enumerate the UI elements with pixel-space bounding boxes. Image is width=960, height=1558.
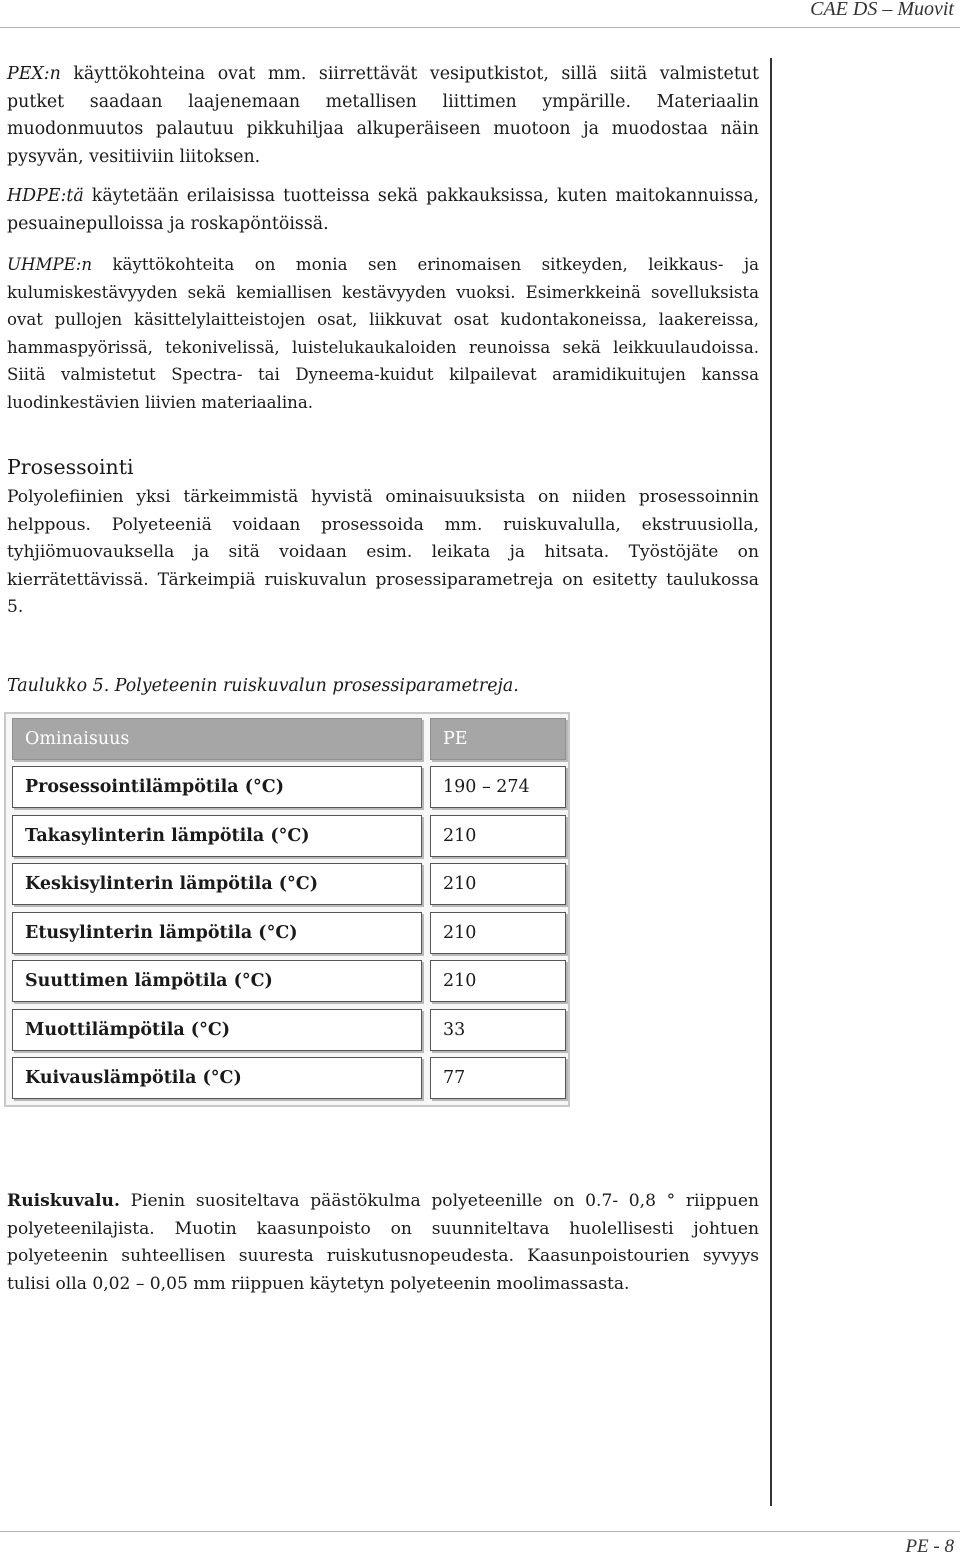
table-row-property: Takasylinterin lämpötila (°C) — [12, 815, 422, 857]
table-row-property: Muottilämpötila (°C) — [12, 1009, 422, 1051]
table-header-property: Ominaisuus — [12, 718, 422, 760]
table-row-property: Suuttimen lämpötila (°C) — [12, 960, 422, 1002]
table-row-value: 77 — [430, 1057, 566, 1099]
table-caption: Taulukko 5. Polyeteenin ruiskuvalun prosessiparametreja. — [7, 676, 519, 696]
margin-rule — [770, 58, 772, 1506]
page-number: PE - 8 — [905, 1536, 954, 1557]
table-row-value: 210 — [430, 912, 566, 954]
table-header-value: PE — [430, 718, 566, 760]
table-row-property: Keskisylinterin lämpötila (°C) — [12, 863, 422, 905]
section-heading: Prosessointi — [7, 455, 134, 479]
paragraph-injection — [7, 1188, 759, 1298]
paragraph-lead: UHMPE:n — [7, 255, 93, 274]
paragraph-lead: HDPE:tä — [7, 186, 84, 206]
paragraph-text: käyttökohteita on monia sen erinomaisen sitkeyden, leikkaus- ja kulumiskestävyyden sekä kemiallisen kestävyyden vuoksi. Esimerkkeinä sovelluksista ovat pullojen käsittelylaitteistojen osat, liikkuvat osat kudontakoneissa, laakereissa, hammaspyörissä, tekonivelissä, luistelukaukaloiden reunoissa sekä leikkuulaudoissa. Siitä valmistetut Spectra- tai Dyneema-kuidut kilpailevat aramidikuitujen kanssa luodinkestävien liivien materiaalina. — [7, 255, 759, 412]
paragraph-text: käyttökohteina ovat mm. siirrettävät vesiputkistot, sillä siitä valmistetut putket saadaan laajenemaan metallisen liittimen ympärille. Materiaalin muodonmuutos palautuu pikkuhiljaa alkuperäiseen muotoon ja muodostaa näin pysyvän, vesitiiviin liitoksen. — [7, 64, 759, 167]
paragraph-uhmpe — [7, 251, 759, 416]
table-row-value: 190 – 274 — [430, 766, 566, 808]
table-row-property: Prosessointilämpötila (°C) — [12, 766, 422, 808]
table-row-value: 33 — [430, 1009, 566, 1051]
paragraph-text: Pienin suositeltava päästökulma polyeteenille on 0.7- 0,8 ° riippuen polyeteenilajista. Muotin kaasunpoisto on suunniteltava huolellisesti johtuen polyeteenin suhteellisen suuresta ruiskutusnopeudesta. Kaasunpoistourien syvyys tulisi olla 0,02 – 0,05 mm riippuen käytetyn polyeteenin moolimassasta. — [7, 1191, 759, 1294]
table-row-value: 210 — [430, 960, 566, 1002]
table-row-property: Kuivauslämpötila (°C) — [12, 1057, 422, 1099]
footer-divider — [0, 1531, 960, 1532]
running-header: CAE DS – Muovit — [810, 0, 954, 20]
paragraph-lead: Ruiskuvalu. — [7, 1191, 120, 1211]
paragraph-processing: Polyolefiinien yksi tärkeimmistä hyvistä ominaisuuksista on niiden prosessoinnin helppous. Polyeteeniä voidaan prosessoida mm. ruiskuvalulla, ekstruusiolla, tyhjiömuovauksella ja sitä voidaan esim. leikata ja hitsata. Työstöjäte on kierrätettävissä. Tärkeimpiä ruiskuvalun prosessiparametreja on esitetty taulukossa 5. — [7, 487, 759, 617]
table-row-property: Etusylinterin lämpötila (°C) — [12, 912, 422, 954]
table-row-value: 210 — [430, 815, 566, 857]
paragraph-text: käytetään erilaisissa tuotteissa sekä pakkauksissa, kuten maitokannuissa, pesuainepulloissa ja roskapöntöissä. — [7, 186, 759, 234]
paragraph-pex — [7, 61, 759, 171]
paragraph-hdpe — [7, 183, 759, 238]
header-divider — [0, 27, 960, 28]
table-row-value: 210 — [430, 863, 566, 905]
paragraph-lead: PEX:n — [7, 64, 61, 84]
